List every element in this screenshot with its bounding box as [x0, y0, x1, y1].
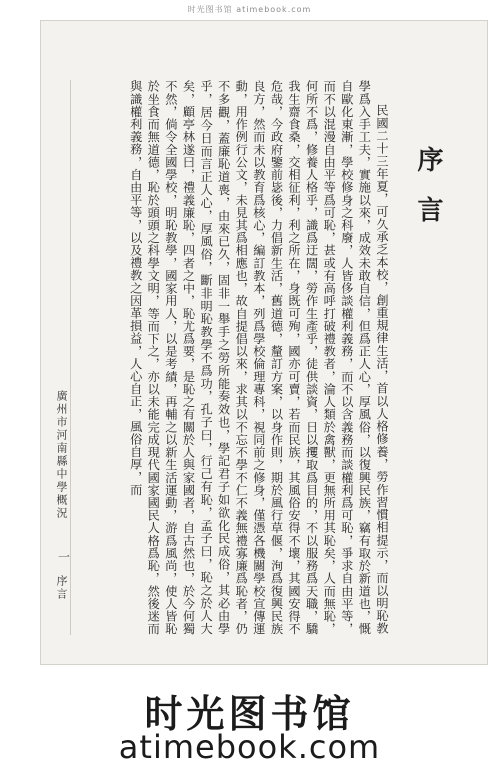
preface-body: [70, 80, 390, 635]
preface-paragraph: 民國二十三年夏，可久承乏本校，創重規律生活，首以人格修養，勞作習慣相提示，而以明恥教學爲入手工夫，實施以來，成效未敢自信，但爲正人心，厚風俗，以復興民族，竊有取於新道也，慨自歐化東漸，學校修身之科廢，人皆侈談權利義務，而不以含義務而談權利爲可恥，爭求自由平等，而不以混漫自由平等爲可恥，甚或有高呼打破禮教者，淪人類於禽獸，更無所用其恥矣，人而無恥，何所不爲，修養人格乎，識爲迂闊，勞作生產乎，徒供談資，日以攫取爲目的，不以服務爲天職，驕我生齋食桑，交相征利，利之所在，身既可殉，國亦可賣，若而民族，其風俗安得不壞，其國安得不危哉，今政府鑒前毖後，力倡新生活，舊道德，釐訂方案，以身作則，期於風行草偃，洵爲復興民族良方，然而未以教育爲核心，編訂教本，列爲學校倫理專科，視同前之修身，僅憑各機關學校宣傳運動，用作例行公文，未見其爲相應也，故自提倡以來，求其以不忘不學不仁不義無禮寡廉爲恥者，仍不多觀，蓋廉恥道喪，由來已久，固非一舉手之勞所能奏效也，學記君子如欲化民成俗，其必由學乎，居今日而言正人心，厚風俗，斷非明恥教學不爲功，孔子曰，行己有恥，孟子曰，恥之於人大矣，顧亭林遂曰，禮義廉恥，四者之中，恥尤爲要，是恥之有關於人與家國者，自古然也，於今何獨不然，倘令全國學校，明恥教學，國家用人，以是考績，再輔之以新生活運動，游爲風尚，使人皆恥於坐食而無道德，恥於頭頭之科學文明，等而下之，亦以未能完成現代國家國民人格爲恥，然後迷而與識權利義務，自由平等，以及禮教之因革損益，人心自正，風俗自厚，而: [128, 80, 389, 635]
watermark-chinese: 时光图书馆: [144, 692, 355, 736]
top-caption: 时光图书馆 atimebook.com: [187, 5, 312, 14]
footer-school-name: 廣州市河南縣中學概況: [55, 390, 68, 520]
margin-rule: [70, 80, 71, 635]
footer-section-name: 序言: [55, 575, 68, 601]
page-number: 一: [58, 550, 71, 564]
page-title: 序言: [413, 146, 443, 246]
watermark-url: atimebook.com: [118, 728, 381, 766]
